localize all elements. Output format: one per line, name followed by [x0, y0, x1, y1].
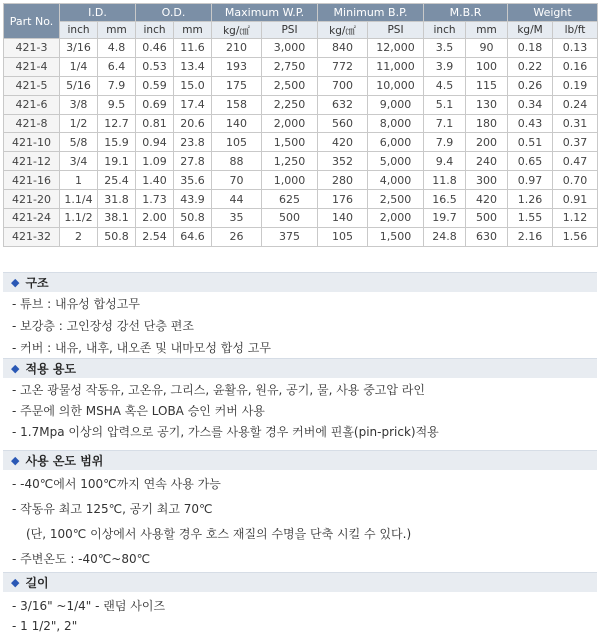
- table-row: [4, 171, 598, 190]
- table-cell: 625: [262, 190, 318, 209]
- part-number-cell: 421-6: [4, 95, 60, 114]
- table-cell: 2,750: [262, 57, 318, 76]
- table-row: [4, 152, 598, 171]
- sub-header: lb/ft: [553, 22, 598, 39]
- table-cell: 64.6: [174, 227, 212, 246]
- list-item: - 1 1/2", 2": [12, 619, 78, 633]
- table-cell: 0.70: [553, 171, 598, 190]
- table-cell: 1,250: [262, 152, 318, 171]
- table-cell: 70: [212, 171, 262, 190]
- table-cell: 1.40: [136, 171, 174, 190]
- table-cell: 0.46: [136, 39, 174, 58]
- table-subheader-row: [4, 22, 598, 39]
- table-cell: 12.7: [98, 114, 136, 133]
- table-cell: 2,000: [368, 209, 424, 228]
- table-cell: 1/2: [60, 114, 98, 133]
- table-cell: 50.8: [174, 209, 212, 228]
- table-cell: 19.1: [98, 152, 136, 171]
- col-header-max-wp: Maximum W.P.: [212, 4, 318, 22]
- table-row: [4, 95, 598, 114]
- table-cell: 43.9: [174, 190, 212, 209]
- sub-header: mm: [174, 22, 212, 39]
- section-structure: [3, 272, 597, 356]
- table-cell: 0.18: [508, 39, 553, 58]
- sub-header: PSI: [368, 22, 424, 39]
- list-item: - 1.7Mpa 이상의 압력으로 공기, 가스를 사용할 경우 커버에 핀홀(pin-prick)적용: [12, 425, 439, 439]
- diamond-bullet-icon: ◆: [11, 276, 20, 289]
- table-row: [4, 190, 598, 209]
- table-cell: 100: [466, 57, 508, 76]
- table-cell: 0.22: [508, 57, 553, 76]
- diamond-bullet-icon: ◆: [11, 362, 20, 375]
- table-cell: 10,000: [368, 76, 424, 95]
- table-cell: 0.13: [553, 39, 598, 58]
- section-heading: [3, 450, 597, 470]
- table-cell: 16.5: [424, 190, 466, 209]
- list-item: - 튜브 : 내유성 합성고무: [12, 297, 140, 311]
- table-cell: 5/8: [60, 133, 98, 152]
- table-cell: 13.4: [174, 57, 212, 76]
- table-cell: 1,000: [262, 171, 318, 190]
- part-number-cell: 421-3: [4, 39, 60, 58]
- table-cell: 27.8: [174, 152, 212, 171]
- table-cell: 7.9: [424, 133, 466, 152]
- sub-header: mm: [466, 22, 508, 39]
- table-row: [4, 76, 598, 95]
- table-cell: 3/4: [60, 152, 98, 171]
- table-cell: 9,000: [368, 95, 424, 114]
- table-cell: 2,500: [368, 190, 424, 209]
- table-cell: 1.73: [136, 190, 174, 209]
- list-item: - 고온 광물성 작동유, 고온유, 그리스, 윤활유, 원유, 공기, 물, 사용 중고압 라인: [12, 383, 425, 397]
- table-row: [4, 227, 598, 246]
- table-cell: 1.12: [553, 209, 598, 228]
- table-cell: 1.09: [136, 152, 174, 171]
- table-cell: 9.5: [98, 95, 136, 114]
- table-cell: 23.8: [174, 133, 212, 152]
- section-length: [3, 572, 597, 633]
- list-item-note: (단, 100℃ 이상에서 사용할 경우 호스 재질의 수명을 단축 시킬 수 있다.): [26, 527, 412, 541]
- table-row: [4, 39, 598, 58]
- table-cell: 11,000: [368, 57, 424, 76]
- table-cell: 0.59: [136, 76, 174, 95]
- list-item: - -40℃에서 100℃까지 연속 사용 가능: [12, 477, 221, 491]
- table-cell: 375: [262, 227, 318, 246]
- table-cell: 26: [212, 227, 262, 246]
- part-number-cell: 421-4: [4, 57, 60, 76]
- table-cell: 1.55: [508, 209, 553, 228]
- sub-header: inch: [424, 22, 466, 39]
- table-cell: 210: [212, 39, 262, 58]
- table-cell: 2.54: [136, 227, 174, 246]
- part-number-cell: 421-20: [4, 190, 60, 209]
- table-cell: 105: [212, 133, 262, 152]
- table-cell: 700: [318, 76, 368, 95]
- list-item: - 주변온도 : -40℃~80℃: [12, 552, 151, 566]
- table-cell: 17.4: [174, 95, 212, 114]
- table-cell: 352: [318, 152, 368, 171]
- table-body: [4, 39, 598, 247]
- table-cell: 7.9: [98, 76, 136, 95]
- sub-header: PSI: [262, 22, 318, 39]
- part-number-cell: 421-8: [4, 114, 60, 133]
- table-cell: 2,500: [262, 76, 318, 95]
- table-cell: 5,000: [368, 152, 424, 171]
- table-cell: 1,500: [262, 133, 318, 152]
- list-item: - 커버 : 내유, 내후, 내오존 및 내마모성 합성 고무: [12, 341, 271, 355]
- table-cell: 15.0: [174, 76, 212, 95]
- table-cell: 25.4: [98, 171, 136, 190]
- table-cell: 300: [466, 171, 508, 190]
- table-cell: 1/4: [60, 57, 98, 76]
- table-cell: 176: [318, 190, 368, 209]
- table-cell: 44: [212, 190, 262, 209]
- table-cell: 0.94: [136, 133, 174, 152]
- table-cell: 140: [212, 114, 262, 133]
- table-cell: 8,000: [368, 114, 424, 133]
- table-cell: 632: [318, 95, 368, 114]
- table-cell: 840: [318, 39, 368, 58]
- section-heading: [3, 572, 597, 592]
- sub-header: kg/㎠: [212, 22, 262, 39]
- table-cell: 105: [318, 227, 368, 246]
- table-cell: 1,500: [368, 227, 424, 246]
- table-cell: 1.1/4: [60, 190, 98, 209]
- table-cell: 0.34: [508, 95, 553, 114]
- table-cell: 35: [212, 209, 262, 228]
- table-cell: 115: [466, 76, 508, 95]
- table-cell: 0.51: [508, 133, 553, 152]
- table-cell: 50.8: [98, 227, 136, 246]
- table-cell: 0.97: [508, 171, 553, 190]
- table-header-row: [4, 4, 598, 22]
- table-cell: 193: [212, 57, 262, 76]
- part-number-cell: 421-12: [4, 152, 60, 171]
- table-cell: 11.8: [424, 171, 466, 190]
- section-temperature: [3, 450, 597, 567]
- table-cell: 0.53: [136, 57, 174, 76]
- col-header-id: I.D.: [60, 4, 136, 22]
- table-cell: 0.81: [136, 114, 174, 133]
- sub-header: inch: [60, 22, 98, 39]
- col-header-min-bp: Minimum B.P.: [318, 4, 424, 22]
- section-title: 사용 온도 범위: [25, 454, 104, 468]
- col-header-part-no: Part No.: [4, 4, 60, 39]
- col-header-weight: Weight: [508, 4, 598, 22]
- table-cell: 0.47: [553, 152, 598, 171]
- table-cell: 280: [318, 171, 368, 190]
- section-heading: [3, 358, 597, 378]
- sub-header: kg/㎠: [318, 22, 368, 39]
- table-cell: 0.26: [508, 76, 553, 95]
- section-applications: [3, 358, 597, 440]
- table-cell: 0.16: [553, 57, 598, 76]
- table-cell: 5.1: [424, 95, 466, 114]
- table-cell: 24.8: [424, 227, 466, 246]
- sub-header: inch: [136, 22, 174, 39]
- part-number-cell: 421-5: [4, 76, 60, 95]
- table-cell: 140: [318, 209, 368, 228]
- table-cell: 31.8: [98, 190, 136, 209]
- list-item: - 3/16" ~1/4" - 랜덤 사이즈: [12, 599, 166, 613]
- table-cell: 12,000: [368, 39, 424, 58]
- section-title: 길이: [25, 576, 49, 590]
- table-cell: 420: [318, 133, 368, 152]
- table-cell: 20.6: [174, 114, 212, 133]
- diamond-bullet-icon: ◆: [11, 576, 20, 589]
- table-cell: 0.31: [553, 114, 598, 133]
- table-cell: 1.1/2: [60, 209, 98, 228]
- table-cell: 6.4: [98, 57, 136, 76]
- table-cell: 1: [60, 171, 98, 190]
- table-cell: 0.43: [508, 114, 553, 133]
- table-cell: 180: [466, 114, 508, 133]
- table-cell: 630: [466, 227, 508, 246]
- table-cell: 7.1: [424, 114, 466, 133]
- list-item: - 보강층 : 고인장성 강선 단층 편조: [12, 319, 194, 333]
- table-cell: 15.9: [98, 133, 136, 152]
- section-heading: [3, 272, 597, 292]
- col-header-od: O.D.: [136, 4, 212, 22]
- table-cell: 0.24: [553, 95, 598, 114]
- sub-header: kg/M: [508, 22, 553, 39]
- table-cell: 6,000: [368, 133, 424, 152]
- table-cell: 0.91: [553, 190, 598, 209]
- table-cell: 0.69: [136, 95, 174, 114]
- table-cell: 2.00: [136, 209, 174, 228]
- table-cell: 3.9: [424, 57, 466, 76]
- table-cell: 2: [60, 227, 98, 246]
- part-number-cell: 421-10: [4, 133, 60, 152]
- table-cell: 9.4: [424, 152, 466, 171]
- list-item: - 주문에 의한 MSHA 혹은 LOBA 승인 커버 사용: [12, 404, 265, 418]
- table-cell: 500: [262, 209, 318, 228]
- table-cell: 88: [212, 152, 262, 171]
- table-cell: 90: [466, 39, 508, 58]
- table-cell: 2.16: [508, 227, 553, 246]
- section-title: 구조: [25, 276, 49, 290]
- table-cell: 11.6: [174, 39, 212, 58]
- diamond-bullet-icon: ◆: [11, 454, 20, 467]
- table-cell: 0.19: [553, 76, 598, 95]
- table-cell: 158: [212, 95, 262, 114]
- part-number-cell: 421-24: [4, 209, 60, 228]
- table-cell: 19.7: [424, 209, 466, 228]
- table-cell: 2,250: [262, 95, 318, 114]
- table-row: [4, 209, 598, 228]
- part-number-cell: 421-16: [4, 171, 60, 190]
- table-cell: 3/16: [60, 39, 98, 58]
- section-title: 적용 용도: [25, 362, 77, 376]
- table-row: [4, 114, 598, 133]
- table-cell: 0.37: [553, 133, 598, 152]
- table-cell: 1.26: [508, 190, 553, 209]
- table-cell: 240: [466, 152, 508, 171]
- table-cell: 3,000: [262, 39, 318, 58]
- table-cell: 4.8: [98, 39, 136, 58]
- table-row: [4, 133, 598, 152]
- table-cell: 175: [212, 76, 262, 95]
- table-cell: 4.5: [424, 76, 466, 95]
- col-header-mbr: M.B.R: [424, 4, 508, 22]
- table-cell: 1.56: [553, 227, 598, 246]
- table-cell: 500: [466, 209, 508, 228]
- sub-header: mm: [98, 22, 136, 39]
- part-number-cell: 421-32: [4, 227, 60, 246]
- spec-table: [3, 3, 598, 247]
- table-cell: 2,000: [262, 114, 318, 133]
- table-cell: 200: [466, 133, 508, 152]
- table-cell: 772: [318, 57, 368, 76]
- list-item: - 작동유 최고 125℃, 공기 최고 70℃: [12, 502, 213, 516]
- table-cell: 35.6: [174, 171, 212, 190]
- table-cell: 3.5: [424, 39, 466, 58]
- table-cell: 0.65: [508, 152, 553, 171]
- table-cell: 420: [466, 190, 508, 209]
- table-cell: 3/8: [60, 95, 98, 114]
- table-cell: 4,000: [368, 171, 424, 190]
- table-cell: 38.1: [98, 209, 136, 228]
- table-cell: 130: [466, 95, 508, 114]
- table-cell: 5/16: [60, 76, 98, 95]
- table-cell: 560: [318, 114, 368, 133]
- table-row: [4, 57, 598, 76]
